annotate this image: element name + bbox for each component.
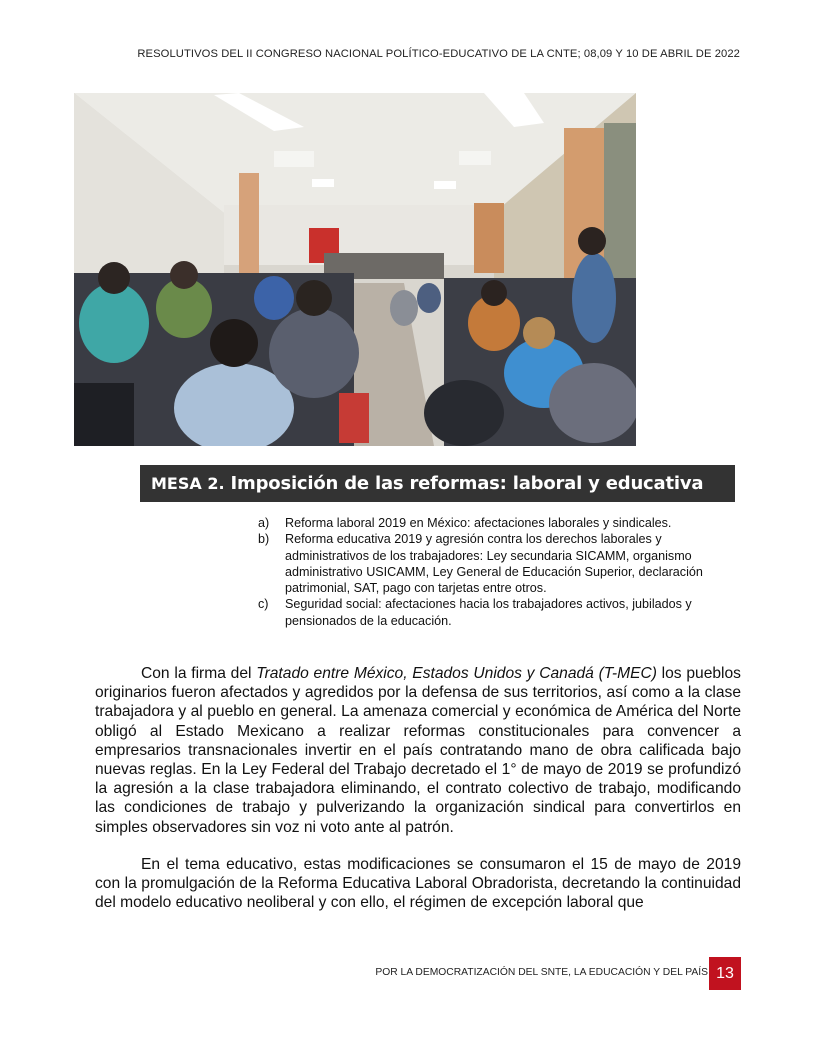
paragraph-2-text: En el tema educativo, estas modificaciones se consumaron el 15 de mayo de 2019 con la promulgación de la Reforma Educativa Laboral Obradorista, decretando la continuidad del modelo educativo neoliberal y con ello, el régimen de excepción laboral que <box>95 856 741 912</box>
body-paragraph-1 <box>95 664 741 837</box>
list-item-text: Seguridad social: afectaciones hacia los trabajadores activos, jubilados y pensionados de la educación. <box>285 597 692 628</box>
page-number-badge: 13 <box>709 957 741 990</box>
list-marker: c) <box>258 597 269 612</box>
paragraph-1-start: Con la firma del <box>141 665 257 682</box>
topics-list <box>258 515 728 629</box>
list-item-text: Reforma laboral 2019 en México: afectaciones laborales y sindicales. <box>285 516 672 530</box>
paragraph-1-rest: los pueblos originarios fueron afectados y agredidos por la defensa de sus territorios, así como a la clase trabajadora y al pueblo en general. La amenaza comercial y económica de América del Norte obligó al Estado Mexicano a realizar reformas constitucionales para convencer a empresarios transnacionales invertir en el país contratando mano de obra calificada bajo nuevas reglas. En la Ley Federal del Trabajo decretado el 1° de mayo de 2019 se profundizó la agresión a la clase trabajadora eliminando, el contrato colectivo de trabajo, modificando las condiciones de trabajo y pulverizando la organización sindical para convertirlos en simples observadores sin voz ni voto ante al patrón. <box>95 665 741 836</box>
section-heading <box>140 465 735 502</box>
list-item <box>258 596 728 629</box>
list-item <box>258 515 728 531</box>
assembly-photo <box>74 93 636 446</box>
list-marker: a) <box>258 516 270 530</box>
list-marker: b) <box>258 532 270 547</box>
list-item <box>258 531 728 596</box>
section-title: Imposición de las reformas: laboral y educativa <box>230 473 704 494</box>
paragraph-1-italic: Tratado entre México, Estados Unidos y Canadá (T-MEC) <box>256 665 657 682</box>
running-header: RESOLUTIVOS DEL II CONGRESO NACIONAL POLÍTICO-EDUCATIVO DE LA CNTE; 08,09 Y 10 DE ABRIL DE 2022 <box>137 48 740 60</box>
section-label: MESA 2. <box>151 474 225 493</box>
footer-motto: POR LA DEMOCRATIZACIÓN DEL SNTE, LA EDUCACIÓN Y DEL PAÍS <box>375 967 708 978</box>
body-paragraph-2 <box>95 855 741 913</box>
list-item-text: Reforma educativa 2019 y agresión contra los derechos laborales y administrativos de los trabajadores: Ley secundaria SICAMM, organismo administrativo USICAMM, Ley General de Educación Superior, declaración patrimonial, SAT, pago con tarjetas entre otros. <box>285 532 703 596</box>
